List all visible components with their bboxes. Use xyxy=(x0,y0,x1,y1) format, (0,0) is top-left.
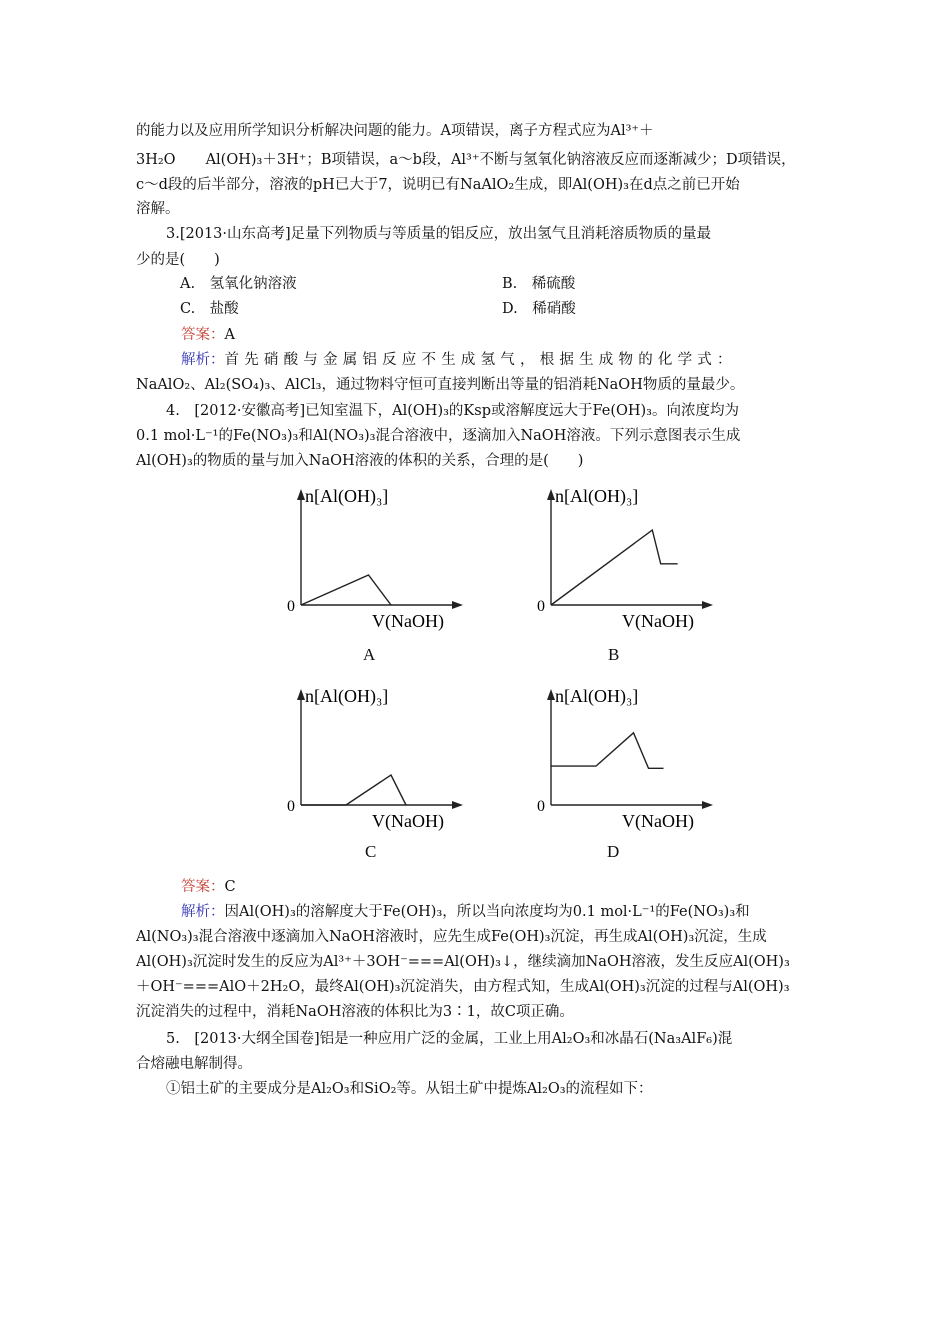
y-axis-arrow xyxy=(297,689,305,700)
q3-analysis-2: NaAlO₂、Al₂(SO₄)₃、AlCl₃，通过物料守恒可直接判断出等量的铝消耗NaOH物质的量最少。 xyxy=(136,377,745,393)
x-axis-arrow xyxy=(452,601,463,609)
chart-c xyxy=(280,680,470,840)
data-series-line xyxy=(551,530,678,605)
q4-stem-3: Al(OH)₃的物质的量与加入NaOH溶液的体积的关系，合理的是( ) xyxy=(136,453,584,469)
answer-label: 答案： xyxy=(181,327,225,343)
y-axis-arrow xyxy=(297,489,305,500)
answer-value: C xyxy=(224,879,236,895)
q5-stem-2: 合熔融电解制得。 xyxy=(136,1056,252,1072)
x-axis-arrow xyxy=(702,801,713,809)
q3-option-b: B. 稀硫酸 xyxy=(502,276,576,292)
q4-answer xyxy=(181,877,236,897)
equation-right: Al(OH)₃＋3H⁺；B项错误，a～b段，Al³⁺不断与氢氧化钠溶液反应而逐渐减少；D项错误， xyxy=(205,152,796,168)
y-axis-arrow xyxy=(547,689,555,700)
q5-stem-1: 5. [2013·大纲全国卷]铝是一种应用广泛的金属，工业上用Al₂O₃和冰晶石(Na₃AlF₆)混 xyxy=(166,1031,733,1047)
q3-option-d: D. 稀硝酸 xyxy=(502,301,576,317)
x-axis-label: V(NaOH) xyxy=(622,811,694,831)
y-axis-label: n[Al(OH)₃] xyxy=(555,486,639,506)
origin-label: 0 xyxy=(287,798,295,815)
q4-analysis-2: Al(NO₃)₃混合溶液中逐滴加入NaOH溶液时，应先生成Fe(OH)₃沉淀，再生成Al(OH)₃沉淀，生成 xyxy=(136,929,767,945)
y-axis-label: n[Al(OH)₃] xyxy=(555,686,639,706)
q3-answer xyxy=(181,325,235,345)
answer-value: A xyxy=(224,327,235,343)
x-axis-arrow xyxy=(452,801,463,809)
q4-analysis-5: 沉淀消失的过程中，消耗NaOH溶液的体积比为3∶1，故C项正确。 xyxy=(136,1004,574,1020)
chart-a xyxy=(280,480,470,640)
chart-c-caption: C xyxy=(365,842,377,861)
chart-d xyxy=(530,680,720,840)
x-axis-label: V(NaOH) xyxy=(372,811,444,831)
analysis-text: 因Al(OH)₃的溶解度大于Fe(OH)₃，所以当向浓度均为0.1 mol·L⁻¹的Fe(NO₃)₃和 xyxy=(224,904,750,920)
intro-line-4: 溶解。 xyxy=(136,201,180,217)
q5-stem-3: ①铝土矿的主要成分是Al₂O₃和SiO₂等。从铝土矿中提炼Al₂O₃的流程如下： xyxy=(166,1081,653,1097)
y-axis-arrow xyxy=(547,489,555,500)
analysis-text: 首先硝酸与金属铝反应不生成氢气，根据生成物的化学式： xyxy=(224,352,737,368)
intro-line-1: 的能力以及应用所学知识分析解决问题的能力。A项错误，离子方程式应为Al³⁺＋ xyxy=(136,123,654,139)
origin-label: 0 xyxy=(537,798,545,815)
data-series-line xyxy=(301,775,406,805)
intro-line-3: c～d段的后半部分，溶液的pH已大于7，说明已有NaAlO₂生成，即Al(OH)₃在d点之前已开始 xyxy=(136,177,740,193)
analysis-label: 解析： xyxy=(181,904,225,920)
q3-option-a: A. 氢氧化钠溶液 xyxy=(180,276,297,292)
y-axis-label: n[Al(OH)₃] xyxy=(305,686,389,706)
data-series-line xyxy=(301,575,391,605)
x-axis-label: V(NaOH) xyxy=(372,611,444,631)
q3-option-c: C. 盐酸 xyxy=(180,301,239,317)
q4-analysis-1 xyxy=(181,902,750,922)
origin-label: 0 xyxy=(537,598,545,615)
origin-label: 0 xyxy=(287,598,295,615)
intro-line-2 xyxy=(136,150,796,170)
x-axis-label: V(NaOH) xyxy=(622,611,694,631)
q4-stem-2: 0.1 mol·L⁻¹的Fe(NO₃)₃和Al(NO₃)₃混合溶液中，逐滴加入NaOH溶液。下列示意图表示生成 xyxy=(136,428,741,444)
q4-stem-1: 4. [2012·安徽高考]已知室温下，Al(OH)₃的Ksp或溶解度远大于Fe(OH)₃。向浓度均为 xyxy=(166,403,739,419)
chart-d-caption: D xyxy=(607,842,620,861)
equation-left: 3H₂O xyxy=(136,152,176,168)
x-axis-arrow xyxy=(702,601,713,609)
q4-analysis-4: ＋OH⁻===AlO＋2H₂O，最终Al(OH)₃沉淀消失，由方程式知，生成Al(OH)₃沉淀的过程与Al(OH)₃ xyxy=(136,979,790,995)
q3-stem-2: 少的是( ) xyxy=(136,252,220,268)
data-series-line xyxy=(551,733,664,769)
chart-a-caption: A xyxy=(363,645,376,664)
q3-analysis-1 xyxy=(181,350,737,370)
chart-b xyxy=(530,480,720,640)
q4-analysis-3: Al(OH)₃沉淀时发生的反应为Al³⁺＋3OH⁻===Al(OH)₃↓，继续滴加NaOH溶液，发生反应Al(OH)₃ xyxy=(136,954,790,970)
chart-b-caption: B xyxy=(608,645,620,664)
answer-label: 答案： xyxy=(181,879,225,895)
q3-stem-1: 3.[2013·山东高考]足量下列物质与等质量的铝反应，放出氢气且消耗溶质物质的量最 xyxy=(166,226,712,242)
analysis-label: 解析： xyxy=(181,352,225,368)
y-axis-label: n[Al(OH)₃] xyxy=(305,486,389,506)
